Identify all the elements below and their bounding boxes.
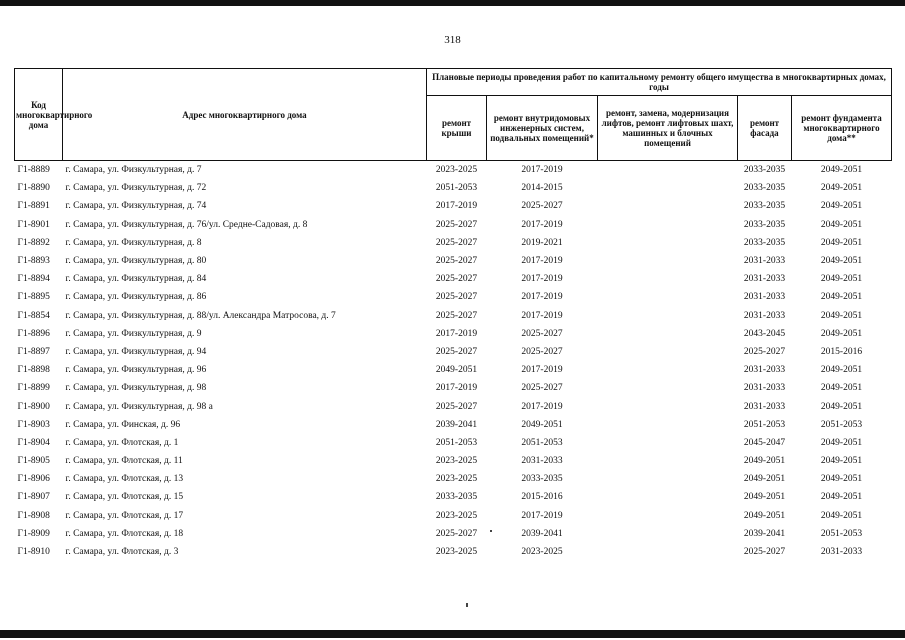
address-cell: г. Самара, ул. Физкультурная, д. 86: [65, 292, 207, 303]
roof-period-cell: 2023-2025: [435, 547, 478, 558]
elevators-period-cell: [598, 452, 738, 470]
code-cell: Г1-8889: [17, 165, 50, 176]
elevators-period-cell: [598, 197, 738, 215]
facade-period-cell: 2031-2033: [743, 274, 786, 285]
facade-period-cell: 2033-2035: [743, 165, 786, 176]
code-cell: Г1-8892: [17, 237, 50, 248]
foundation-period-cell: 2049-2051: [820, 183, 863, 194]
facade-period-cell: 2043-2045: [743, 328, 786, 339]
facade-period-cell: 2031-2033: [743, 401, 786, 412]
code-cell: Г1-8905: [17, 456, 50, 467]
header-foundation: ремонт фундамента многоквартирного дома**: [792, 96, 892, 161]
roof-period-cell: 2017-2019: [435, 201, 478, 212]
table-row: [15, 397, 892, 415]
roof-period-cell: 2017-2019: [435, 383, 478, 394]
facade-period-cell: 2049-2051: [743, 510, 786, 521]
header-facade: ремонт фасада: [738, 96, 792, 161]
table-row: [15, 270, 892, 288]
foundation-period-cell: 2049-2051: [820, 401, 863, 412]
facade-period-cell: 2039-2041: [743, 528, 786, 539]
foundation-period-cell: 2049-2051: [820, 492, 863, 503]
elevators-period-cell: [598, 252, 738, 270]
facade-period-cell: 2049-2051: [743, 474, 786, 485]
foundation-period-cell: 2051-2053: [820, 419, 863, 430]
systems-period-cell: 2025-2027: [521, 201, 563, 212]
roof-period-cell: 2025-2027: [435, 256, 478, 267]
roof-period-cell: 2017-2019: [435, 328, 478, 339]
code-cell: Г1-8903: [17, 419, 50, 430]
roof-period-cell: 2051-2053: [435, 183, 478, 194]
foundation-period-cell: 2049-2051: [820, 165, 863, 176]
table-row: [15, 416, 892, 434]
table-row: [15, 325, 892, 343]
roof-period-cell: 2025-2027: [435, 219, 478, 230]
systems-period-cell: 2017-2019: [521, 274, 563, 285]
roof-period-cell: 2023-2025: [435, 456, 478, 467]
elevators-period-cell: [598, 470, 738, 488]
table-row: [15, 470, 892, 488]
foundation-period-cell: 2049-2051: [820, 201, 863, 212]
code-cell: Г1-8907: [17, 492, 50, 503]
table-row: [15, 234, 892, 252]
bottom-border-rule: [0, 630, 905, 638]
elevators-period-cell: [598, 270, 738, 288]
table-row: [15, 252, 892, 270]
address-cell: г. Самара, ул. Физкультурная, д. 8: [65, 237, 202, 248]
header-systems: ремонт внутридомовых инженерных систем, подвальных помещений*: [487, 96, 598, 161]
foundation-period-cell: 2049-2051: [820, 219, 863, 230]
address-cell: г. Самара, ул. Флотская, д. 13: [65, 474, 184, 485]
facade-period-cell: 2033-2035: [743, 237, 786, 248]
code-cell: Г1-8891: [17, 201, 50, 212]
elevators-period-cell: [598, 379, 738, 397]
systems-period-cell: 2017-2019: [521, 365, 563, 376]
foundation-period-cell: 2049-2051: [820, 328, 863, 339]
roof-period-cell: 2023-2025: [435, 165, 478, 176]
code-cell: Г1-8909: [17, 528, 50, 539]
code-cell: Г1-8899: [17, 383, 50, 394]
facade-period-cell: 2031-2033: [743, 310, 786, 321]
foundation-period-cell: 2049-2051: [820, 437, 863, 448]
facade-period-cell: 2031-2033: [743, 383, 786, 394]
elevators-period-cell: [598, 179, 738, 197]
code-cell: Г1-8910: [17, 547, 50, 558]
systems-period-cell: 2025-2027: [521, 328, 563, 339]
elevators-period-cell: [598, 397, 738, 415]
code-cell: Г1-8896: [17, 328, 50, 339]
code-cell: Г1-8908: [17, 510, 50, 521]
roof-period-cell: 2025-2027: [435, 528, 478, 539]
roof-period-cell: 2033-2035: [435, 492, 478, 503]
foundation-period-cell: 2049-2051: [820, 383, 863, 394]
elevators-period-cell: [598, 307, 738, 325]
foundation-period-cell: 2049-2051: [820, 474, 863, 485]
address-cell: г. Самара, ул. Физкультурная, д. 80: [65, 256, 207, 267]
elevators-period-cell: [598, 543, 738, 561]
table-row: [15, 525, 892, 543]
roof-period-cell: 2025-2027: [435, 274, 478, 285]
elevators-period-cell: [598, 507, 738, 525]
systems-period-cell: 2033-2035: [521, 474, 563, 485]
systems-period-cell: 2017-2019: [521, 165, 563, 176]
roof-period-cell: 2025-2027: [435, 292, 478, 303]
table-row: [15, 434, 892, 452]
elevators-period-cell: [598, 234, 738, 252]
header-periods-group: Плановые периоды проведения работ по капитальному ремонту общего имущества в многоквартирных домах, годы: [427, 69, 892, 96]
table-row: [15, 452, 892, 470]
elevators-period-cell: [598, 434, 738, 452]
table-row: [15, 488, 892, 506]
foundation-period-cell: 2049-2051: [820, 456, 863, 467]
systems-period-cell: 2039-2041: [521, 528, 563, 539]
address-cell: г. Самара, ул. Флотская, д. 11: [65, 456, 183, 467]
foundation-period-cell: 2049-2051: [820, 292, 863, 303]
facade-period-cell: 2025-2027: [743, 346, 786, 357]
facade-period-cell: 2031-2033: [743, 365, 786, 376]
elevators-period-cell: [598, 525, 738, 543]
systems-period-cell: 2023-2025: [521, 547, 563, 558]
roof-period-cell: 2049-2051: [435, 365, 478, 376]
foundation-period-cell: 2049-2051: [820, 310, 863, 321]
systems-period-cell: 2019-2021: [521, 237, 563, 248]
elevators-period-cell: [598, 488, 738, 506]
facade-period-cell: 2033-2035: [743, 201, 786, 212]
systems-period-cell: 2017-2019: [521, 310, 563, 321]
header-roof: ремонт крыши: [427, 96, 487, 161]
foundation-period-cell: 2049-2051: [820, 510, 863, 521]
roof-period-cell: 2039-2041: [435, 419, 478, 430]
foundation-period-cell: 2049-2051: [820, 365, 863, 376]
code-cell: Г1-8901: [17, 219, 50, 230]
top-border-rule: [0, 0, 905, 6]
table-row: [15, 543, 892, 561]
roof-period-cell: 2023-2025: [435, 474, 478, 485]
code-cell: Г1-8897: [17, 346, 50, 357]
code-cell: Г1-8890: [17, 183, 50, 194]
address-cell: г. Самара, ул. Физкультурная, д. 76/ул. Средне-Садовая, д. 8: [65, 219, 308, 230]
systems-period-cell: 2025-2027: [521, 346, 563, 357]
systems-period-cell: 2051-2053: [521, 437, 563, 448]
address-cell: г. Самара, ул. Флотская, д. 18: [65, 528, 184, 539]
systems-period-cell: 2017-2019: [521, 401, 563, 412]
scan-speck: [466, 603, 468, 607]
address-cell: г. Самара, ул. Финская, д. 96: [65, 419, 181, 430]
page-number: 318: [444, 34, 461, 46]
roof-period-cell: 2025-2027: [435, 310, 478, 321]
table-row: [15, 161, 892, 180]
code-cell: Г1-8904: [17, 437, 50, 448]
systems-period-cell: 2017-2019: [521, 292, 563, 303]
foundation-period-cell: 2031-2033: [820, 547, 863, 558]
address-cell: г. Самара, ул. Физкультурная, д. 88/ул. Александра Матросова, д. 7: [65, 310, 336, 321]
systems-period-cell: 2025-2027: [521, 383, 563, 394]
systems-period-cell: 2049-2051: [521, 419, 563, 430]
table-row: [15, 507, 892, 525]
facade-period-cell: 2031-2033: [743, 292, 786, 303]
table-body: [15, 161, 892, 562]
table-header: [15, 69, 892, 161]
foundation-period-cell: 2015-2016: [820, 346, 863, 357]
address-cell: г. Самара, ул. Физкультурная, д. 94: [65, 346, 207, 357]
address-cell: г. Самара, ул. Флотская, д. 3: [65, 547, 179, 558]
systems-period-cell: 2014-2015: [521, 183, 563, 194]
header-address: Адрес многоквартирного дома: [63, 69, 427, 161]
address-cell: г. Самара, ул. Флотская, д. 15: [65, 492, 184, 503]
address-cell: г. Самара, ул. Физкультурная, д. 98 а: [65, 401, 213, 412]
facade-period-cell: 2025-2027: [743, 547, 786, 558]
header-code: Код многоквартирного дома: [15, 69, 63, 161]
systems-period-cell: 2031-2033: [521, 456, 563, 467]
address-cell: г. Самара, ул. Физкультурная, д. 74: [65, 201, 207, 212]
table-row: [15, 179, 892, 197]
elevators-period-cell: [598, 416, 738, 434]
systems-period-cell: 2017-2019: [521, 219, 563, 230]
code-cell: Г1-8898: [17, 365, 50, 376]
header-elevators: ремонт, замена, модернизация лифтов, ремонт лифтовых шахт, машинных и блочных помещений: [598, 96, 738, 161]
scan-speck: [490, 530, 492, 532]
table-row: [15, 216, 892, 234]
capital-repair-table: [14, 68, 892, 561]
table-row: [15, 288, 892, 306]
roof-period-cell: 2025-2027: [435, 237, 478, 248]
facade-period-cell: 2033-2035: [743, 183, 786, 194]
facade-period-cell: 2031-2033: [743, 256, 786, 267]
address-cell: г. Самара, ул. Флотская, д. 17: [65, 510, 184, 521]
roof-period-cell: 2051-2053: [435, 437, 478, 448]
foundation-period-cell: 2049-2051: [820, 237, 863, 248]
elevators-period-cell: [598, 161, 738, 180]
systems-period-cell: 2017-2019: [521, 510, 563, 521]
facade-period-cell: 2051-2053: [743, 419, 786, 430]
address-cell: г. Самара, ул. Физкультурная, д. 72: [65, 183, 207, 194]
address-cell: г. Самара, ул. Физкультурная, д. 98: [65, 383, 207, 394]
facade-period-cell: 2049-2051: [743, 456, 786, 467]
code-cell: Г1-8906: [17, 474, 50, 485]
elevators-period-cell: [598, 288, 738, 306]
roof-period-cell: 2025-2027: [435, 401, 478, 412]
code-cell: Г1-8894: [17, 274, 50, 285]
foundation-period-cell: 2051-2053: [820, 528, 863, 539]
facade-period-cell: 2033-2035: [743, 219, 786, 230]
table-row: [15, 307, 892, 325]
code-cell: Г1-8895: [17, 292, 50, 303]
code-cell: Г1-8854: [17, 310, 50, 321]
roof-period-cell: 2025-2027: [435, 346, 478, 357]
address-cell: г. Самара, ул. Физкультурная, д. 7: [65, 165, 202, 176]
address-cell: г. Самара, ул. Физкультурная, д. 9: [65, 328, 202, 339]
code-cell: Г1-8893: [17, 256, 50, 267]
table-row: [15, 379, 892, 397]
address-cell: г. Самара, ул. Физкультурная, д. 96: [65, 365, 207, 376]
address-cell: г. Самара, ул. Физкультурная, д. 84: [65, 274, 207, 285]
elevators-period-cell: [598, 216, 738, 234]
systems-period-cell: 2015-2016: [521, 492, 563, 503]
roof-period-cell: 2023-2025: [435, 510, 478, 521]
elevators-period-cell: [598, 325, 738, 343]
address-cell: г. Самара, ул. Флотская, д. 1: [65, 437, 179, 448]
systems-period-cell: 2017-2019: [521, 256, 563, 267]
code-cell: Г1-8900: [17, 401, 50, 412]
table-row: [15, 343, 892, 361]
elevators-period-cell: [598, 361, 738, 379]
foundation-period-cell: 2049-2051: [820, 256, 863, 267]
facade-period-cell: 2049-2051: [743, 492, 786, 503]
table-row: [15, 197, 892, 215]
foundation-period-cell: 2049-2051: [820, 274, 863, 285]
facade-period-cell: 2045-2047: [743, 437, 786, 448]
table-row: [15, 361, 892, 379]
elevators-period-cell: [598, 343, 738, 361]
